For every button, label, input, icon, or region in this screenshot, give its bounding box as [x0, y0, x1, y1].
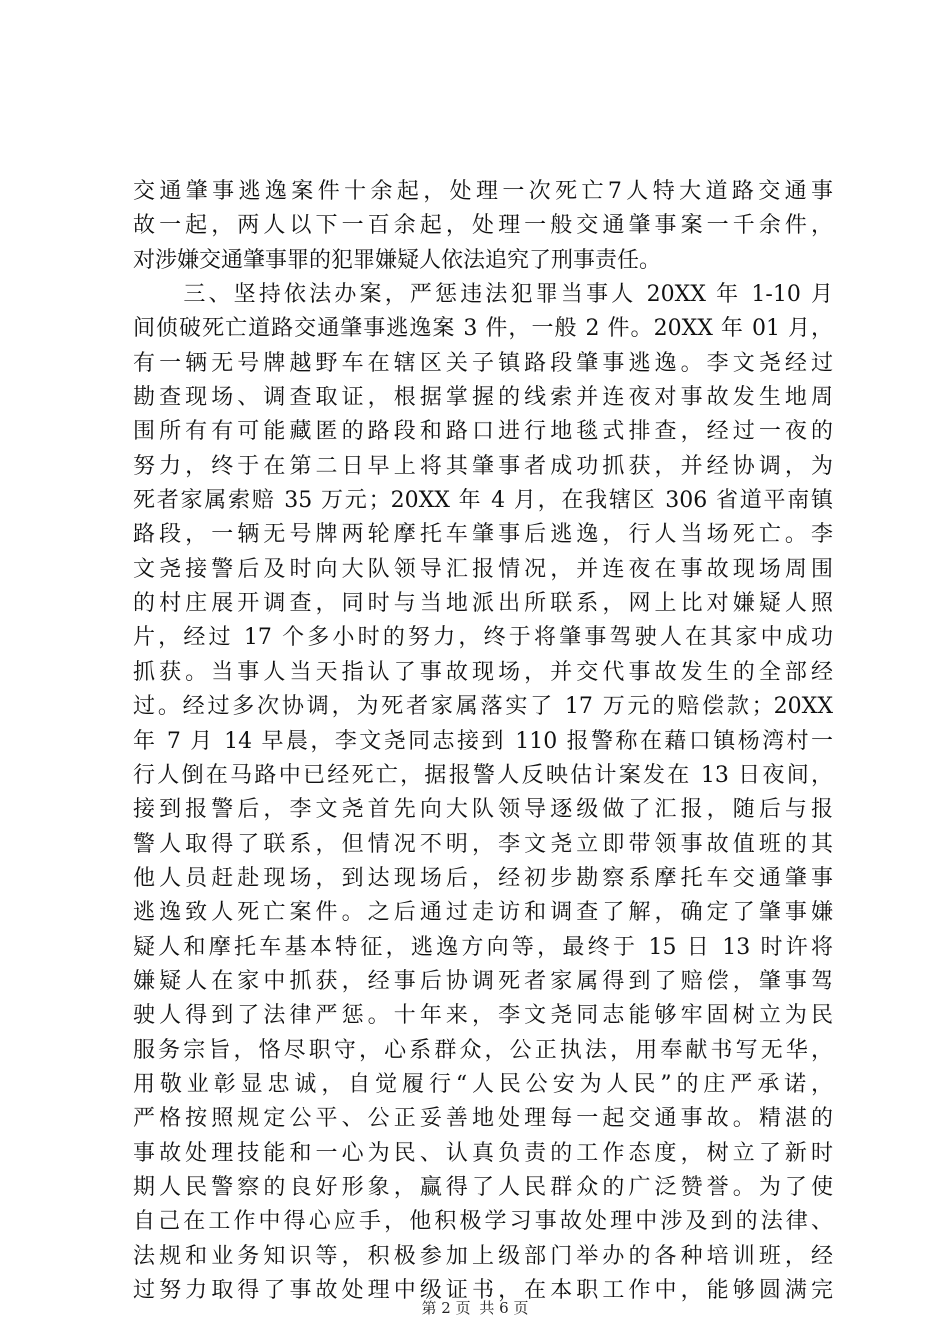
text-line: 对涉嫌交通肇事罪的犯罪嫌疑人依法追究了刑事责任。: [133, 247, 662, 273]
text-line: 行人倒在马路中已经死亡，据报警人反映估计案发在 13 日夜间，: [133, 762, 833, 788]
text-line: 努力，终于在第二日早上将其肇事者成功抓获，并经协调，为: [133, 453, 833, 479]
text-line: 勘查现场、调查取证，根据掌握的线索并连夜对事故发生地周: [133, 385, 833, 411]
text-line: 嫌疑人在家中抓获，经事后协调死者家属得到了赔偿，肇事驾: [133, 968, 833, 994]
text-line: 交通肇事逃逸案件十余起，处理一次死亡7人特大道路交通事: [133, 179, 833, 204]
text-line: 间侦破死亡道路交通肇事逃逸案 3 件，一般 2 件。20XX 年 01 月，: [133, 316, 833, 342]
text-line: 他人员赶赴现场，到达现场后，经初步勘察系摩托车交通肇事: [133, 865, 833, 891]
text-line: 年 7 月 14 早晨，李文尧同志接到 110 报警称在藉口镇杨湾村一: [133, 728, 833, 754]
text-line: 三、坚持依法办案，严惩违法犯罪当事人 20XX 年 1-10 月: [133, 282, 833, 308]
text-line: 有一辆无号牌越野车在辖区关子镇路段肇事逃逸。李文尧经过: [133, 350, 833, 376]
text-line: 事故处理技能和一心为民、认真负责的工作态度，树立了新时: [133, 1140, 833, 1166]
text-line: 自己在工作中得心应手，他积极学习事故处理中涉及到的法律、: [133, 1209, 833, 1235]
text-line: 法规和业务知识等，积极参加上级部门举办的各种培训班，经: [133, 1243, 833, 1269]
text-line: 接到报警后，李文尧首先向大队领导逐级做了汇报，随后与报: [133, 797, 833, 823]
text-line: 服务宗旨，恪尽职守，心系群众，公正执法，用奉献书写无华，: [133, 1037, 833, 1063]
text-line: 围所有有可能藏匿的路段和路口进行地毯式排查，经过一夜的: [133, 419, 833, 445]
text-line: 用敬业彰显忠诚，自觉履行“人民公安为人民”的庄严承诺，: [133, 1071, 833, 1097]
page-number: 第 2 页: [421, 1299, 471, 1317]
body-text: [133, 175, 833, 1308]
text-line: 死者家属索赔 35 万元；20XX 年 4 月，在我辖区 306 省道平南镇: [133, 488, 833, 514]
text-line: 片，经过 17 个多小时的努力，终于将肇事驾驶人在其家中成功: [133, 625, 833, 651]
text-line: 驶人得到了法律严惩。十年来，李文尧同志能够牢固树立为民: [133, 1003, 833, 1029]
text-line: 文尧接警后及时向大队领导汇报情况，并连夜在事故现场周围: [133, 556, 833, 582]
text-line: 疑人和摩托车基本特征，逃逸方向等，最终于 15 日 13 时许将: [133, 934, 833, 960]
text-line: 期人民警察的良好形象，赢得了人民群众的广泛赞誉。为了使: [133, 1174, 833, 1200]
text-line: 逃逸致人死亡案件。之后通过走访和调查了解，确定了肇事嫌: [133, 900, 833, 926]
page-total: 共 6 页: [479, 1299, 529, 1317]
text-line: 过。经过多次协调，为死者家属落实了 17 万元的赔偿款；20XX: [133, 694, 833, 720]
text-line: 故一起，两人以下一百余起，处理一般交通肇事案一千余件，: [133, 213, 833, 239]
text-line: 抓获。当事人当天指认了事故现场，并交代事故发生的全部经: [133, 659, 833, 685]
text-line: 严格按照规定公平、公正妥善地处理每一起交通事故。精湛的: [133, 1106, 833, 1132]
text-line: 路段，一辆无号牌两轮摩托车肇事后逃逸，行人当场死亡。李: [133, 522, 833, 548]
text-line: 过努力取得了事故处理中级证书，在本职工作中，能够圆满完: [133, 1278, 833, 1303]
text-line: 的村庄展开调查，同时与当地派出所联系，网上比对嫌疑人照: [133, 591, 833, 617]
page-footer: [0, 1297, 950, 1318]
text-line: 警人取得了联系，但情况不明，李文尧立即带领事故值班的其: [133, 831, 833, 857]
